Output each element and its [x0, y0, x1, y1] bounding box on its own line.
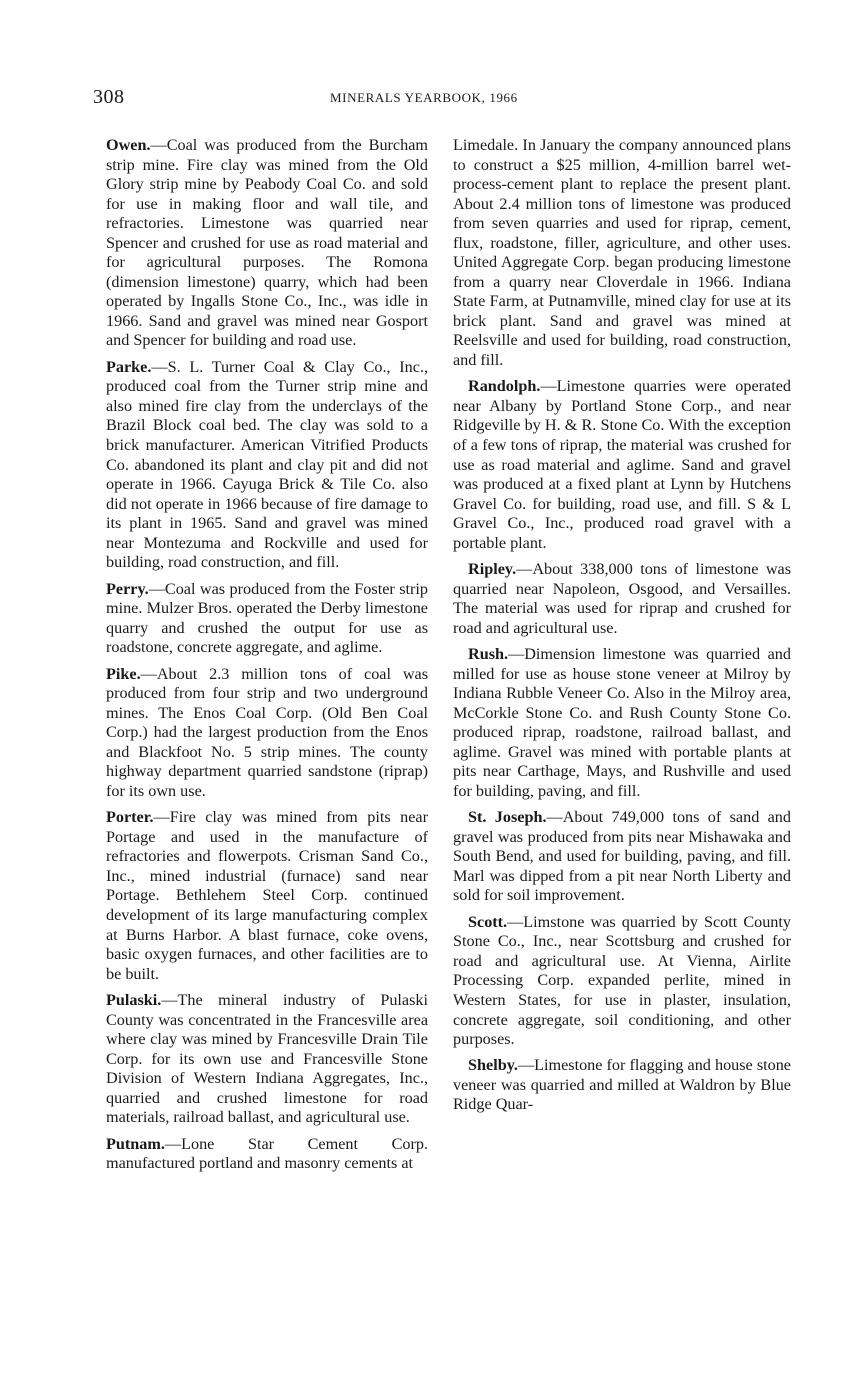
county-text: —Fire clay was mined from pits near Portage and used in the manufacture of refractories and flowerpots. Crisman Sand Co., Inc., mined industrial (furnace) sand near Portage. Bethlehem Steel Corp. continued development of its large manufacturing complex at Burns Harbor. A blast furnace, coke ovens, basic oxygen furnaces, and other facilities are to be built.: [106, 808, 428, 983]
county-entry-owen: [106, 136, 428, 351]
county-entry-putnam: [106, 1135, 428, 1174]
county-name: Perry.: [106, 579, 149, 598]
county-name: Randolph.: [468, 377, 541, 396]
county-text: —Dimension limestone was quarried and milled for use as house stone veneer at Milroy by Indiana Rubble Veneer Co. Also in the Milroy area, McCorkle Stone Co. and Rush County Stone Co. produced riprap, roadstone, railroad ballast, and aglime. Gravel was mined with portable plants at pits near Carthage, Mays, and Rushville and used for building, paving, and fill.: [453, 645, 791, 800]
county-name: Owen.: [106, 136, 151, 154]
county-entry-rush: [453, 645, 791, 801]
county-entry-parke: [106, 358, 428, 573]
county-text: —Limestone for flagging and house stone veneer was quarried and milled at Waldron by Blue Ridge Quar-: [453, 1056, 791, 1114]
county-name: Porter.: [106, 808, 154, 827]
county-entry-pike: [106, 665, 428, 802]
county-name: Rush.: [468, 645, 509, 664]
county-text: —The mineral industry of Pulaski County was concentrated in the Francesville area where clay was mined by Francesville Drain Tile Corp. for its own use and Francesville Stone Division of Western Indiana Aggregates, Inc., quarried and crushed limestone for road materials, railroad ballast, and agricultural use.: [106, 990, 428, 1127]
county-name: Ripley.: [468, 560, 517, 579]
county-text: —S. L. Turner Coal & Clay Co., Inc., produced coal from the Turner strip mine and also mined fire clay from the underclays of the Brazil Block coal bed. The clay was sold to a brick manufacturer. American Vitrified Products Co. abandoned its plant and clay pit and did not operate in 1966. Cayuga Brick & Tile Co. also did not operate in 1966 because of fire damage to its plant in 1965. Sand and gravel was mined near Montezuma and Rockville and used for building, road construction, and fill.: [106, 357, 428, 572]
county-text: —Lone Star Cement Corp. manufactured portland and masonry cements at: [106, 1134, 428, 1173]
county-name: Shelby.: [468, 1056, 518, 1075]
county-text: —Coal was produced from the Foster strip mine. Mulzer Bros. operated the Derby limestone quarry and crushed the output for use as roadstone, concrete aggregate, and aglime.: [106, 579, 428, 657]
county-entry-scott: [453, 913, 791, 1050]
county-name: Pike.: [106, 664, 141, 683]
county-name: St. Joseph.: [468, 808, 547, 827]
county-entry-randolph: [453, 377, 791, 553]
county-entry-perry: [106, 580, 428, 658]
right-column: [453, 136, 791, 1122]
county-name: Pulaski.: [106, 990, 162, 1009]
putnam-continuation: Limedale. In January the company announced plans to construct a $25 million, 4-million barrel wet-process-cement plant to replace the present plant. About 2.4 million tons of limestone was produced from seven quarries and used for riprap, cement, flux, roadstone, filler, agriculture, and other uses. United Aggregate Corp. began producing limestone from a quarry near Cloverdale in 1966. Indiana State Farm, at Putnamville, mined clay for use at its brick plant. Sand and gravel was mined at Reelsville and used for building, road construction, and fill.: [453, 136, 791, 370]
county-text: —About 2.3 million tons of coal was produced from four strip and two underground mines. The Enos Coal Corp. (Old Ben Coal Corp.) had the largest production from the Enos and Blackfoot No. 5 strip mines. The county highway department quarried sandstone (riprap) for its own use.: [106, 664, 428, 800]
running-head: MINERALS YEARBOOK, 1966: [330, 90, 518, 105]
county-name: Scott.: [468, 912, 508, 931]
county-name: Putnam.: [106, 1134, 165, 1153]
county-text: —Limestone quarries were operated near Albany by Portland Stone Corp., and near Ridgeville by H. & R. Stone Co. With the exception of a few tons of riprap, the material was crushed for use as road material and aglime. Sand and gravel was produced at a fixed plant at Lynn by Hutchens Gravel Co. for building, road use, and fill. S & L Gravel Co., Inc., produced road gravel with a portable plant.: [453, 377, 791, 552]
county-entry-pulaski: [106, 991, 428, 1128]
county-entry-ripley: [453, 560, 791, 638]
county-text: —About 338,000 tons of limestone was quarried near Napoleon, Osgood, and Versailles. The material was used for riprap and crushed for road and agricultural use.: [453, 560, 791, 637]
county-text: —Limstone was quarried by Scott County Stone Co., Inc., near Scottsburg and crushed for road and agricultural use. At Vienna, Airlite Processing Corp. expanded perlite, mined in Western States, for use in plaster, insulation, concrete aggregate, soil conditioning, and other purposes.: [453, 912, 791, 1049]
county-text: —About 749,000 tons of sand and gravel was produced from pits near Mishawaka and South Bend, and used for building, paving, and fill. Marl was dipped from a pit near North Liberty and sold for soil improvement.: [453, 808, 791, 905]
county-entry-shelby: [453, 1056, 791, 1115]
county-name: Parke.: [106, 357, 152, 376]
county-entry-st-joseph: [453, 808, 791, 906]
page-number: 308: [93, 86, 125, 108]
county-text: —Coal was produced from the Burcham strip mine. Fire clay was mined from the Old Glory strip mine by Peabody Coal Co. and sold for use in making floor and wall tile, and refractories. Limestone was quarried near Spencer and crushed for use as road material and for agricultural purposes. The Romona (dimension limestone) quarry, which had been operated by Ingalls Stone Co., Inc., was idle in 1966. Sand and gravel was mined near Gosport and Spencer for building and road use.: [106, 136, 428, 350]
county-entry-porter: [106, 808, 428, 984]
left-column: [106, 136, 428, 1180]
